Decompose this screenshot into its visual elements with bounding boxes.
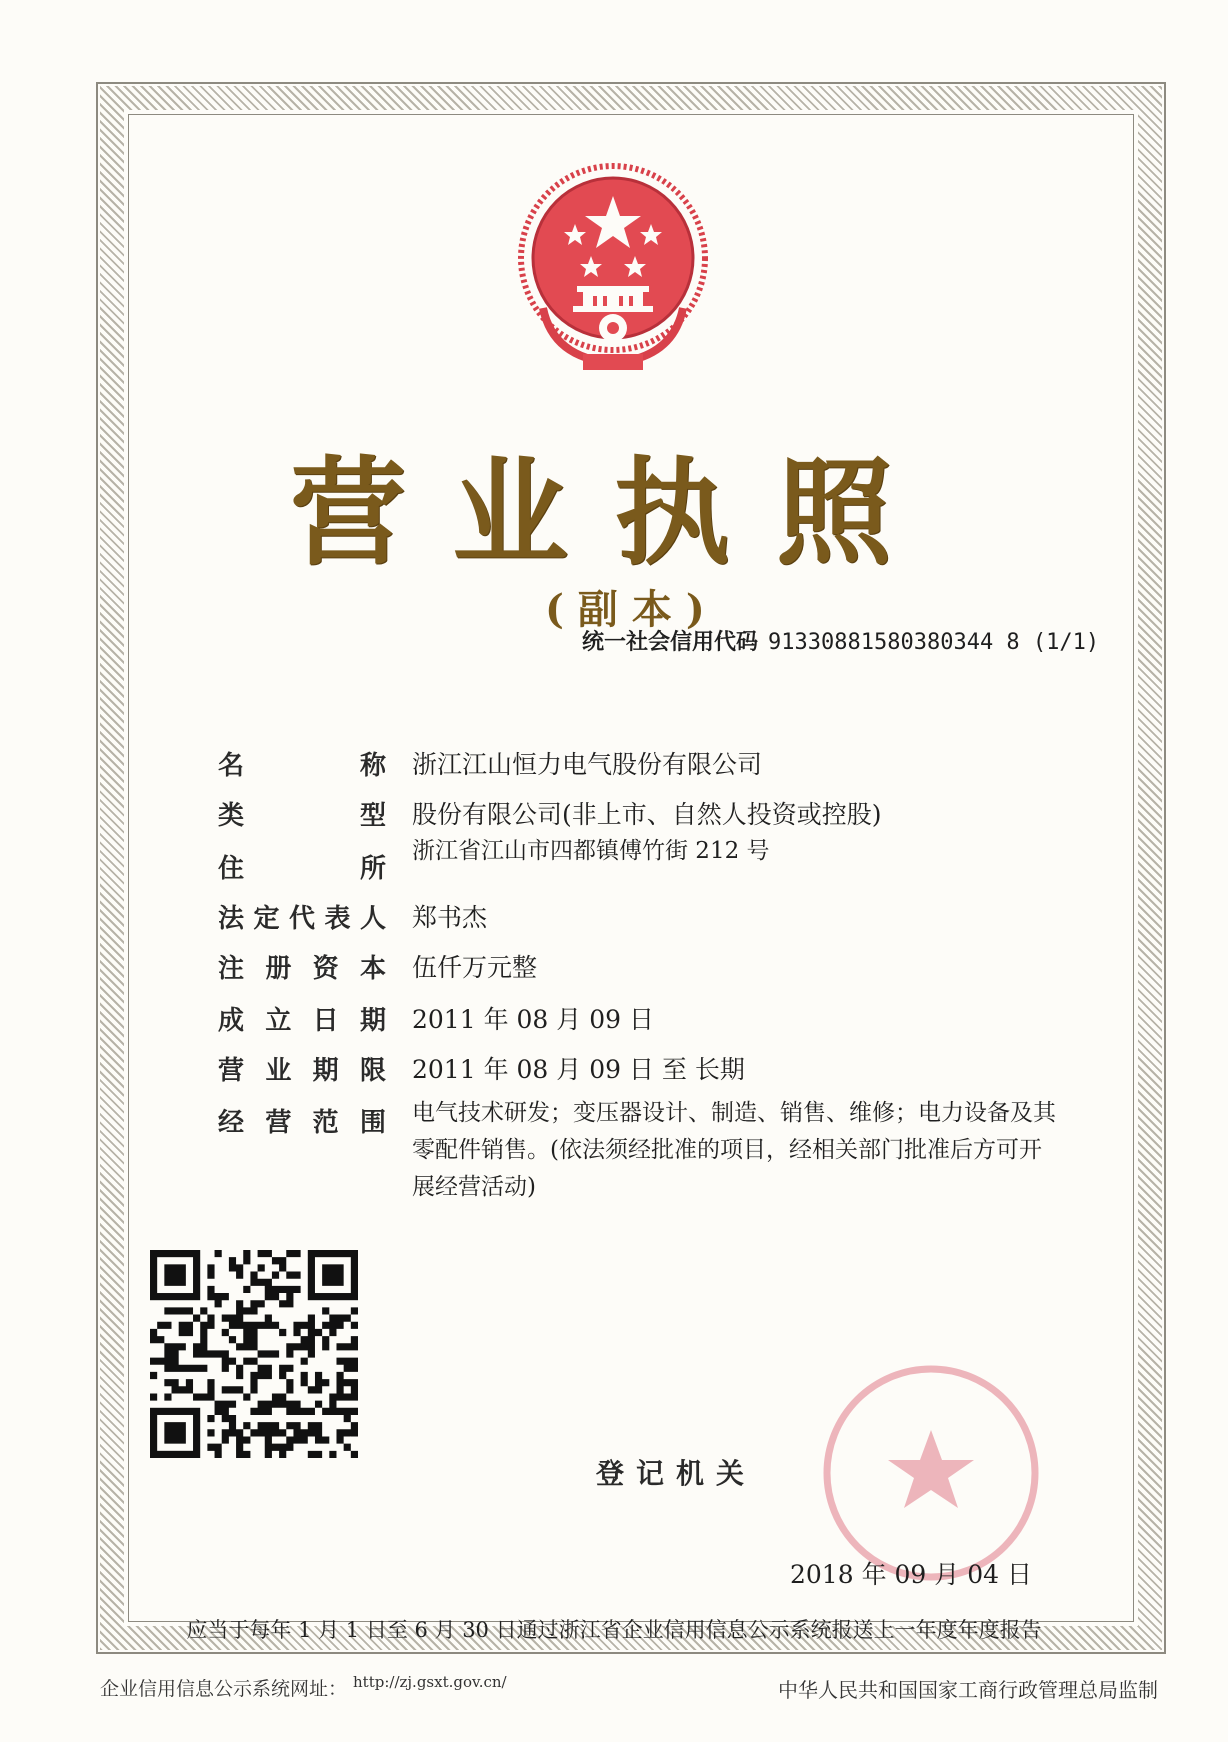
scope-line: 电气技术研发；变压器设计、制造、销售、维修；电力设备及其 xyxy=(412,1100,1056,1126)
field-label: 成立日期 xyxy=(218,1006,386,1036)
registration-authority: 登记机关 xyxy=(596,1457,757,1490)
credit-code-value: 91330881580380344 8 (1/1) xyxy=(768,630,1100,655)
copy-label: (副本) xyxy=(545,586,719,633)
footer-website-url[interactable]: http://zj.gsxt.gov.cn/ xyxy=(353,1673,507,1691)
field-legal-rep xyxy=(218,898,487,935)
field-value: 2011 年 08 月 09 日 至 长期 xyxy=(412,1055,745,1084)
field-value: 伍仟万元整 xyxy=(412,953,538,982)
footer-supervisor: 中华人民共和国国家工商行政管理总局监制 xyxy=(778,1678,1158,1702)
scope-line: 展经营活动) xyxy=(412,1174,536,1200)
field-type xyxy=(218,795,882,832)
license-title: 营业执照 xyxy=(290,445,938,581)
scope-line: 零配件销售。(依法须经批准的项目，经相关部门批准后方可开 xyxy=(412,1137,1042,1163)
field-label: 注册资本 xyxy=(218,954,386,984)
footer-website-label: 企业信用信息公示系统网址： xyxy=(100,1678,348,1700)
field-address xyxy=(218,838,770,885)
field-label: 营业期限 xyxy=(218,1056,386,1086)
field-label: 法定代表人 xyxy=(218,904,386,934)
annual-report-notice: 应当于每年 1 月 1 日至 6 月 30 日通过浙江省企业信用信息公示系统报送上一年度年度报告 xyxy=(186,1618,1042,1642)
field-label: 住所 xyxy=(218,854,386,884)
official-seal-icon xyxy=(818,1360,1044,1586)
credit-code-row xyxy=(582,625,1099,656)
field-value: 郑书杰 xyxy=(412,903,488,932)
field-name xyxy=(218,745,762,782)
field-label: 名称 xyxy=(218,751,386,781)
qr-code-icon[interactable] xyxy=(150,1250,358,1458)
field-scope xyxy=(218,1102,386,1139)
national-emblem-icon xyxy=(513,158,713,378)
field-value: 浙江省江山市四都镇傅竹街 212 号 xyxy=(412,838,770,864)
field-value: 股份有限公司(非上市、自然人投资或控股) xyxy=(412,800,882,829)
issue-date: 2018 年 09 月 04 日 xyxy=(790,1560,1032,1589)
field-capital xyxy=(218,948,537,985)
credit-code-label: 统一社会信用代码 xyxy=(582,630,759,655)
field-label: 类型 xyxy=(218,801,386,831)
scope-text xyxy=(412,1095,1112,1206)
footer-website xyxy=(100,1674,507,1701)
field-label: 经营范围 xyxy=(218,1108,386,1138)
field-term xyxy=(218,1050,745,1087)
field-value: 浙江江山恒力电气股份有限公司 xyxy=(412,750,763,779)
field-established xyxy=(218,1000,654,1037)
field-value: 2011 年 08 月 09 日 xyxy=(412,1005,654,1034)
